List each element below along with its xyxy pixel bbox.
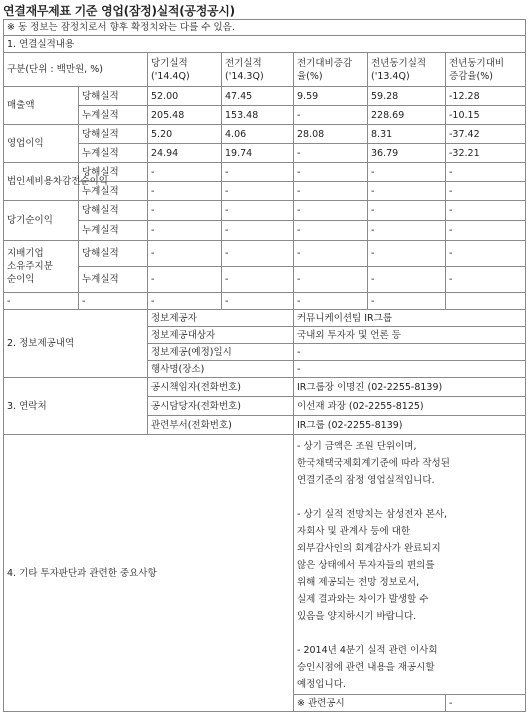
section4-row: [4, 435, 526, 695]
section4-label: 4. 기타 투자판단과 관련한 중요사항: [4, 435, 294, 712]
value-cell: -: [222, 221, 294, 241]
value-cell: -: [368, 182, 446, 201]
value-cell: -: [4, 293, 79, 310]
note-line: - 상기 실적 전망치는 삼성전자 본사,: [297, 509, 448, 520]
value-cell: -: [294, 267, 368, 293]
note-line: 자회사 및 관계사 등에 대한: [297, 526, 411, 537]
value-cell: -: [294, 106, 368, 125]
note-line: 않은 상태에서 투자자들의 편의를: [297, 560, 435, 571]
info-key: 정보제공(예정)일시: [148, 344, 294, 361]
value-cell: -: [148, 201, 222, 221]
section1-label: 1. 연결실적내용: [4, 36, 526, 53]
revenue-cumulative-row: [4, 106, 526, 125]
note-line: 한국채택국제회계기준에 따라 작성된: [297, 458, 450, 469]
value-cell: 5.20: [148, 125, 222, 144]
info-value: -: [294, 344, 526, 361]
value-cell: -12.28: [446, 87, 526, 106]
value-cell: -: [148, 293, 222, 310]
value-cell: -10.15: [446, 106, 526, 125]
col-header-prev-quarter: 전기실적 ('14.3Q): [222, 53, 294, 87]
pretax-income-label: 법인세비용차감전순이익: [4, 163, 79, 201]
value-cell: 28.08: [294, 125, 368, 144]
value-cell: -: [222, 267, 294, 293]
section1-header-row: [4, 36, 526, 53]
note-line: 있음을 양지하시기 바랍니다.: [297, 611, 417, 622]
value-cell: -: [368, 293, 446, 310]
value-cell: -: [222, 293, 294, 310]
value-cell: -: [446, 182, 526, 201]
info-key: 정보제공대상자: [148, 327, 294, 344]
period-label: 누계실적: [79, 106, 148, 125]
controlling-net-income-cumulative-row: [4, 267, 526, 293]
note-spacer: [297, 489, 522, 506]
value-cell: -: [368, 267, 446, 293]
period-label: 당해실적: [79, 87, 148, 106]
period-label: 누계실적: [79, 144, 148, 163]
period-label: 누계실적: [79, 267, 148, 293]
related-disclosure-value: -: [446, 695, 526, 712]
notice-text: ※ 동 정보는 잠정치로서 향후 확정치와는 다를 수 있음.: [4, 20, 526, 36]
value-cell: -: [294, 201, 368, 221]
value-cell: -: [446, 267, 526, 293]
controlling-net-income-label: 지배기업 소유주지분 순이익: [4, 241, 79, 293]
value-cell: 4.06: [222, 125, 294, 144]
controlling-net-income-current-row: [4, 241, 526, 267]
info-value: -: [294, 361, 526, 378]
operating-profit-cumulative-row: [4, 144, 526, 163]
period-label: 누계실적: [79, 182, 148, 201]
value-cell: -: [148, 221, 222, 241]
extra-row: [4, 293, 526, 310]
value-cell: -: [148, 241, 222, 267]
value-cell: -: [368, 221, 446, 241]
value-cell: -37.42: [446, 125, 526, 144]
value-cell: 59.28: [368, 87, 446, 106]
contact-key: 관련부서(전화번호): [148, 416, 294, 435]
period-label: 당해실적: [79, 163, 148, 182]
value-cell: -: [446, 201, 526, 221]
value-cell: -: [294, 163, 368, 182]
value-cell: -: [222, 163, 294, 182]
contact-value: 이선재 과장 (02-2255-8125): [294, 397, 526, 416]
value-cell: [446, 293, 526, 310]
section4-notes: [294, 435, 526, 695]
operating-profit-current-row: [4, 125, 526, 144]
note-line: 외부감사인의 회계감사가 완료되지: [297, 543, 441, 554]
value-cell: -: [294, 221, 368, 241]
value-cell: 8.31: [368, 125, 446, 144]
section2-label: 2. 정보제공내역: [4, 310, 148, 378]
info-value: 국내외 투자자 및 언론 등: [294, 327, 526, 344]
pretax-income-cumulative-row: [4, 182, 526, 201]
note-line: 실제 결과와는 차이가 발생할 수: [297, 594, 429, 605]
note-line: 예정입니다.: [297, 679, 346, 690]
value-cell: -: [148, 267, 222, 293]
pretax-income-current-row: [4, 163, 526, 182]
col-header-yoy-change: 전년동기대비 증감율(%): [446, 53, 526, 87]
column-header-row: [4, 53, 526, 87]
note-line: 연결기준의 잠정 영업실적입니다.: [297, 475, 435, 486]
contact-value: IR그룹장 이명진 (02-2255-8139): [294, 378, 526, 397]
value-cell: -: [222, 241, 294, 267]
value-cell: -: [294, 293, 368, 310]
net-income-cumulative-row: [4, 221, 526, 241]
section3-label: 3. 연락처: [4, 378, 148, 435]
col-header-qoq-change: 전기대비증감 율(%): [294, 53, 368, 87]
value-cell: -: [446, 163, 526, 182]
note-spacer: [297, 625, 522, 642]
section3-row: [4, 378, 526, 397]
operating-profit-label: 영업이익: [4, 125, 79, 163]
value-cell: 24.94: [148, 144, 222, 163]
section2-row: [4, 310, 526, 327]
col-header-current: 당기실적 ('14.4Q): [148, 53, 222, 87]
revenue-current-row: [4, 87, 526, 106]
value-cell: 19.74: [222, 144, 294, 163]
value-cell: -: [368, 163, 446, 182]
value-cell: 153.48: [222, 106, 294, 125]
period-label: 당해실적: [79, 125, 148, 144]
info-key: 행사명(장소): [148, 361, 294, 378]
value-cell: 205.48: [148, 106, 222, 125]
info-key: 정보제공자: [148, 310, 294, 327]
value-cell: -: [148, 163, 222, 182]
revenue-label: 매출액: [4, 87, 79, 125]
note-line: 위해 제공되는 전망 정보로서,: [297, 577, 420, 588]
value-cell: 52.00: [148, 87, 222, 106]
col-header-prev-year: 전년동기실적 ('13.4Q): [368, 53, 446, 87]
unit-label: 구분(단위 : 백만원, %): [4, 53, 148, 87]
value-cell: 9.59: [294, 87, 368, 106]
contact-key: 공시책임자(전화번호): [148, 378, 294, 397]
period-label: 누계실적: [79, 221, 148, 241]
net-income-label: 당기순이익: [4, 201, 79, 241]
value-cell: -: [148, 182, 222, 201]
note-line: - 상기 금액은 조원 단위이며,: [297, 441, 417, 452]
value-cell: -: [446, 241, 526, 267]
value-cell: -: [446, 221, 526, 241]
info-value: 커뮤니케이션팀 IR그룹: [294, 310, 526, 327]
value-cell: -: [294, 182, 368, 201]
contact-value: IR그룹 (02-2255-8139): [294, 416, 526, 435]
value-cell: 36.79: [368, 144, 446, 163]
document-title: 연결재무제표 기준 영업(잠정)실적(공정공시): [3, 4, 235, 18]
contact-key: 공시담당자(전화번호): [148, 397, 294, 416]
disclosure-table: [3, 19, 526, 712]
value-cell: -: [368, 241, 446, 267]
value-cell: -: [294, 144, 368, 163]
value-cell: 228.69: [368, 106, 446, 125]
period-label: 당해실적: [79, 201, 148, 221]
value-cell: -: [294, 241, 368, 267]
value-cell: -: [222, 182, 294, 201]
value-cell: -: [222, 201, 294, 221]
note-line: - 2014년 4분기 실적 관련 이사회: [297, 645, 438, 656]
note-line: 승인시점에 관련 내용을 재공시할: [297, 662, 435, 673]
value-cell: -: [368, 201, 446, 221]
notice-row: [4, 20, 526, 36]
value-cell: -: [79, 293, 148, 310]
value-cell: 47.45: [222, 87, 294, 106]
period-label: 당해실적: [79, 241, 148, 267]
net-income-current-row: [4, 201, 526, 221]
related-disclosure-key: ※ 관련공시: [294, 695, 446, 712]
value-cell: -32.21: [446, 144, 526, 163]
